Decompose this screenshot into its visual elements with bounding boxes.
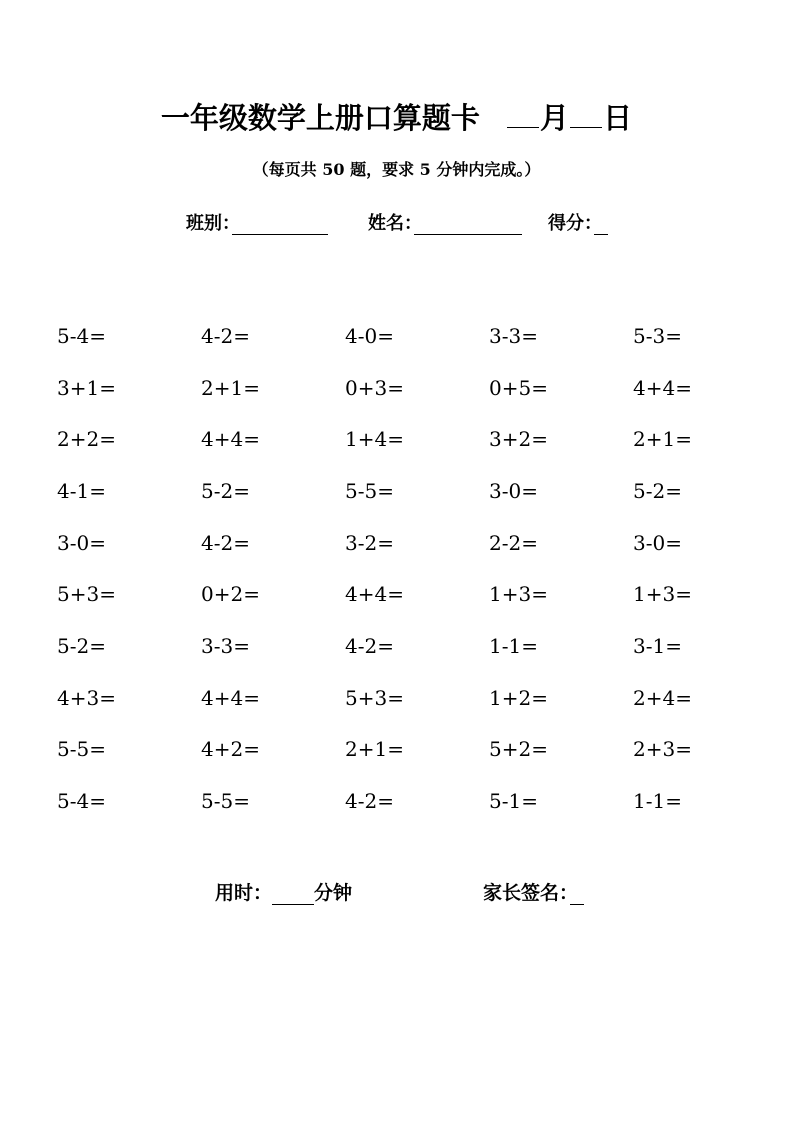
problem-item: 5-4= [57, 323, 106, 348]
problem-item: 4-0= [345, 323, 394, 348]
problem-item: 1-1= [489, 633, 538, 658]
problem-item: 3-0= [489, 478, 538, 503]
page-title [0, 96, 793, 137]
problem-item: 4-2= [345, 789, 394, 814]
problem-item: 5-1= [489, 789, 538, 814]
problem-item: 3-2= [345, 530, 394, 555]
problem-row [57, 775, 777, 827]
problem-row [57, 362, 777, 414]
problem-item: 1+2= [489, 685, 548, 710]
parent-sign-blank[interactable] [570, 884, 584, 905]
parent-sign-field [483, 878, 584, 905]
problem-row [57, 517, 777, 569]
problem-row [57, 413, 777, 465]
day-blank[interactable] [570, 101, 602, 128]
problem-item: 4+4= [633, 375, 692, 400]
month-label: 月 [540, 101, 570, 135]
problem-item: 2+3= [633, 737, 692, 762]
problem-item: 5+3= [345, 685, 404, 710]
problem-item: 5-5= [345, 478, 394, 503]
problem-row [57, 568, 777, 620]
problem-item: 5-2= [57, 633, 106, 658]
class-label: 班别： [186, 213, 240, 234]
problem-item: 2+1= [201, 375, 260, 400]
time-blank[interactable] [272, 884, 314, 905]
problem-item: 5-4= [57, 789, 106, 814]
score-blank[interactable] [594, 214, 608, 235]
time-label: 用时： [215, 882, 273, 904]
title-text: 一年级数学上册口算题卡 [160, 101, 480, 135]
problem-row [57, 672, 777, 724]
day-label: 日 [603, 101, 633, 135]
problem-item: 2+2= [57, 427, 116, 452]
name-blank[interactable] [414, 214, 522, 235]
class-blank[interactable] [232, 214, 328, 235]
problem-item: 3+1= [57, 375, 116, 400]
problem-item: 3-0= [57, 530, 106, 555]
class-field [186, 209, 328, 235]
problem-item: 3-3= [201, 633, 250, 658]
problem-item: 5-5= [201, 789, 250, 814]
problem-item: 5-2= [201, 478, 250, 503]
problem-item: 1-1= [633, 789, 682, 814]
problem-row [57, 310, 777, 362]
parent-sign-label: 家长签名： [483, 882, 579, 904]
problem-item: 4+2= [201, 737, 260, 762]
problem-item: 4+4= [345, 582, 404, 607]
problem-grid [57, 310, 777, 827]
problem-item: 4+3= [57, 685, 116, 710]
problem-item: 2-2= [489, 530, 538, 555]
problem-item: 3-1= [633, 633, 682, 658]
problem-item: 4-1= [57, 478, 106, 503]
problem-item: 0+2= [201, 582, 260, 607]
problem-item: 4-2= [201, 323, 250, 348]
name-field [368, 209, 522, 235]
instructions: （每页共 50 题，要求 5 分钟内完成。） [252, 160, 541, 179]
problem-item: 3-0= [633, 530, 682, 555]
score-field [548, 209, 608, 235]
problem-row [57, 724, 777, 776]
problem-item: 0+5= [489, 375, 548, 400]
problem-row [57, 620, 777, 672]
name-label: 姓名： [368, 213, 422, 234]
problem-item: 1+3= [633, 582, 692, 607]
problem-item: 5+3= [57, 582, 116, 607]
problem-item: 5+2= [489, 737, 548, 762]
problem-row [57, 465, 777, 517]
problem-item: 2+1= [345, 737, 404, 762]
minutes-label: 分钟 [314, 882, 353, 904]
problem-item: 4-2= [345, 633, 394, 658]
problem-item: 2+4= [633, 685, 692, 710]
time-field [215, 878, 352, 905]
problem-item: 5-2= [633, 478, 682, 503]
problem-item: 3-3= [489, 323, 538, 348]
problem-item: 1+3= [489, 582, 548, 607]
problem-item: 4+4= [201, 685, 260, 710]
score-label: 得分： [548, 213, 602, 234]
problem-item: 5-5= [57, 737, 106, 762]
month-blank[interactable] [507, 101, 539, 128]
problem-item: 4-2= [201, 530, 250, 555]
problem-item: 0+3= [345, 375, 404, 400]
problem-item: 4+4= [201, 427, 260, 452]
problem-item: 2+1= [633, 427, 692, 452]
problem-item: 5-3= [633, 323, 682, 348]
problem-item: 3+2= [489, 427, 548, 452]
problem-item: 1+4= [345, 427, 404, 452]
